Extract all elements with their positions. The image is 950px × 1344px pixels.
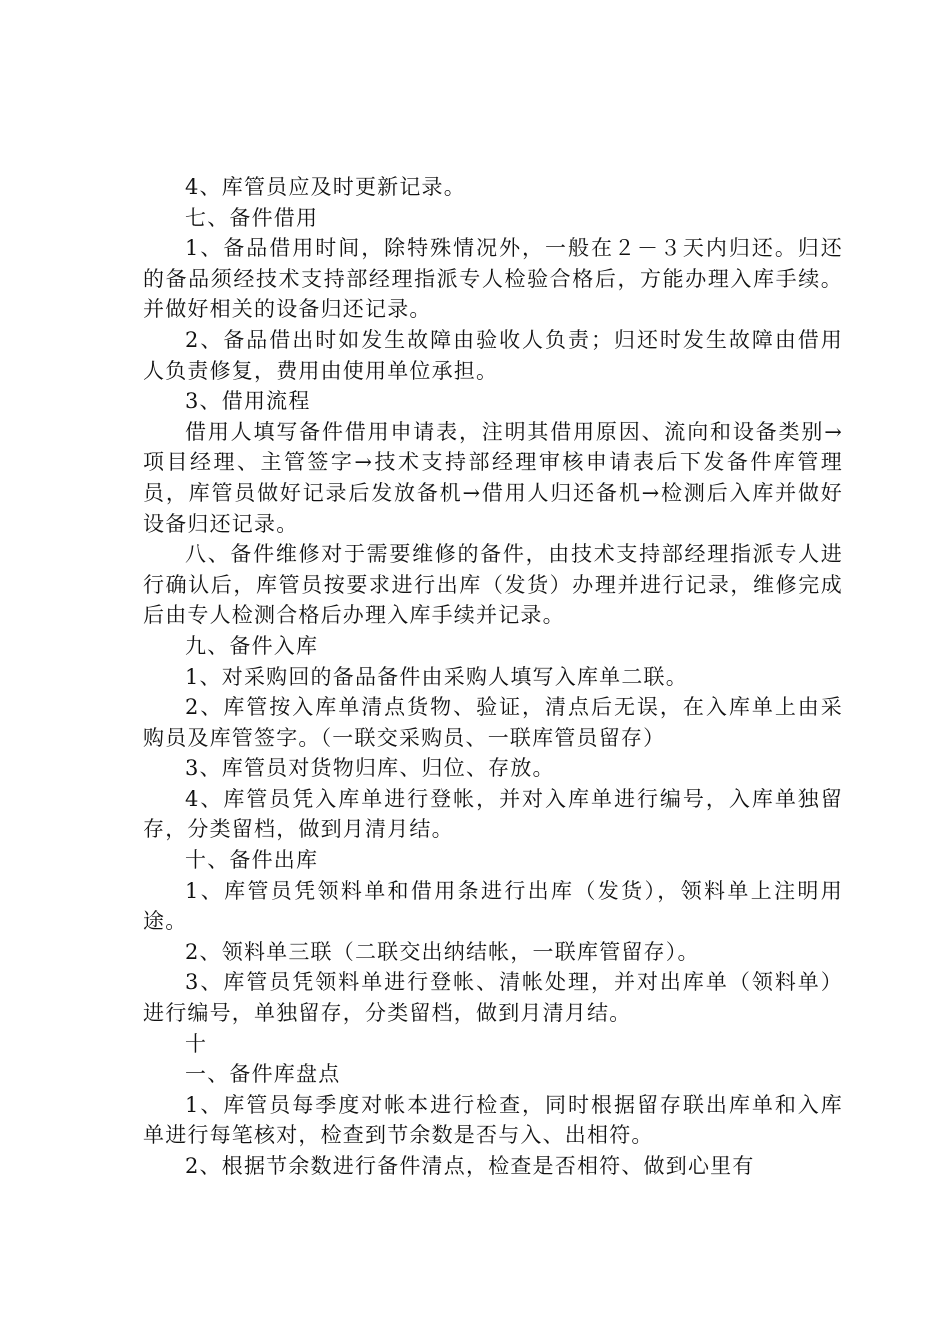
paragraph-outbound-2: 2、领料单三联（二联交出纳结帐，一联库管留存）。 xyxy=(185,939,700,964)
section-heading-outbound: 十、备件出库 xyxy=(185,848,319,873)
paragraph-inventory-1: 1、库管员每季度对帐本进行检查，同时根据留存联出库单和入库单进行每笔核对，检查到节余数是否与入、出相符。 xyxy=(143,1092,843,1148)
paragraph-borrow-fault: 2、备品借出时如发生故障由验收人负责；归还时发生故障由借用人负责修复，费用由使用单位承担。 xyxy=(143,327,843,383)
paragraph-repair: 八、备件维修对于需要维修的备件，由技术支持部经理指派专人进行确认后，库管员按要求进行出库（发货）办理并进行记录，维修完成后由专人检测合格后办理入库手续并记录。 xyxy=(143,542,843,628)
section-heading-ten: 十 xyxy=(185,1031,208,1056)
section-heading-inbound: 九、备件入库 xyxy=(185,633,319,658)
paragraph-inventory-2: 2、根据节余数进行备件清点，检查是否相符、做到心里有 xyxy=(185,1154,755,1178)
section-heading-inventory: 一、备件库盘点 xyxy=(185,1062,341,1087)
subheading-borrow-process: 3、借用流程 xyxy=(185,389,311,414)
paragraph-inbound-3: 3、库管员对货物归库、归位、存放。 xyxy=(185,756,555,781)
paragraph-outbound-1: 1、库管员凭领料单和借用条进行出库（发货），领料单上注明用途。 xyxy=(143,878,843,934)
paragraph-inbound-4: 4、库管员凭入库单进行登帐，并对入库单进行编号，入库单独留存，分类留档，做到月清月结。 xyxy=(143,786,843,842)
paragraph-item-4-update-records: 4、库管员应及时更新记录。 xyxy=(185,175,466,199)
paragraph-inbound-1: 1、对采购回的备品备件由采购人填写入库单二联。 xyxy=(185,664,688,689)
paragraph-borrow-time: 1、备品借用时间，除特殊情况外，一般在２－３天内归还。归还的备品须经技术支持部经理指派专人检验合格后，方能办理入库手续。并做好相关的设备归还记录。 xyxy=(143,236,843,322)
paragraph-outbound-3: 3、库管员凭领料单进行登帐、清帐处理，并对出库单（领料单）进行编号，单独留存，分类留档，做到月清月结。 xyxy=(143,970,843,1026)
paragraph-borrow-process: 借用人填写备件借用申请表，注明其借用原因、流向和设备类别→项目经理、主管签字→技术支持部经理审核申请表后下发备件库管理员，库管员做好记录后发放备机→借用人归还备机→检测后入库并做好设备归还记录。 xyxy=(143,419,843,536)
paragraph-inbound-2: 2、库管按入库单清点货物、验证，清点后无误，在入库单上由采购员及库管签字。（一联交采购员、一联库管员留存） xyxy=(143,695,843,750)
document-body xyxy=(143,172,843,1182)
section-heading-borrowing: 七、备件借用 xyxy=(185,205,319,230)
